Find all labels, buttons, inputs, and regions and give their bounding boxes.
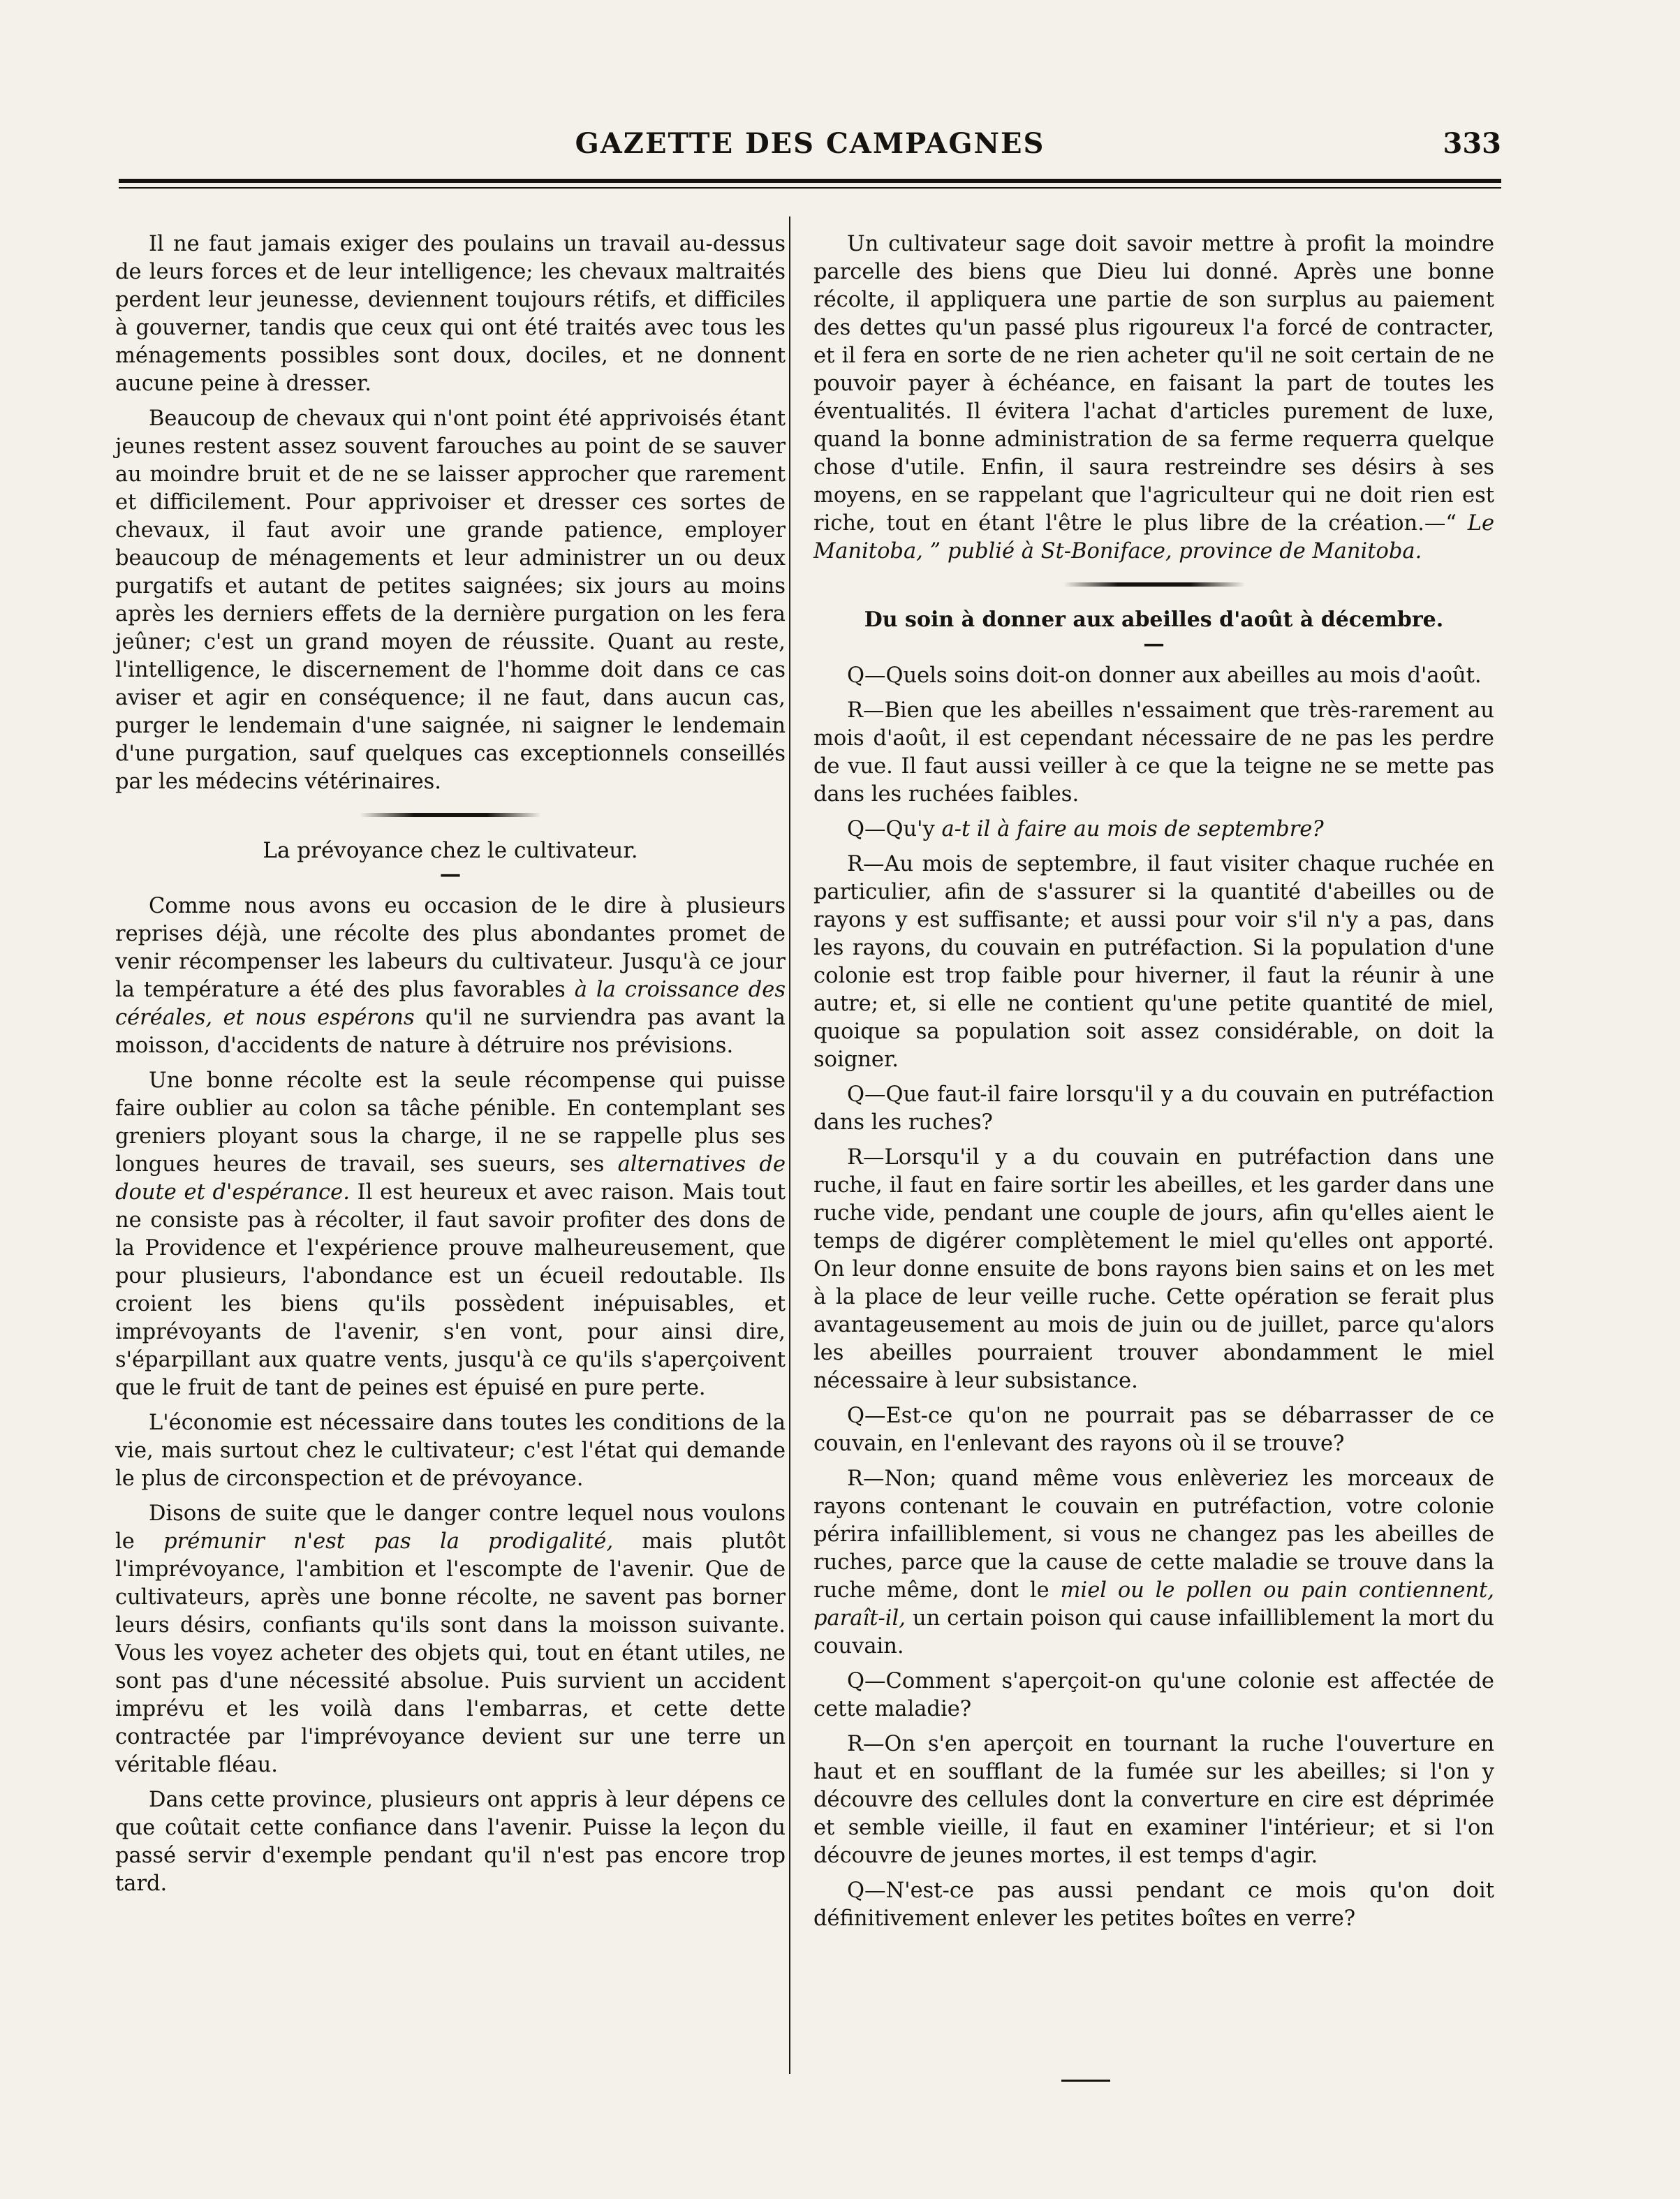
left-column: [115, 230, 786, 1905]
paragraph-economie: L'économie est nécessaire dans toutes les conditions de la vie, mais surtout chez le cultivateur; c'est l'état qui demande le plus de circonspection et de prévoyance.: [115, 1411, 786, 1491]
question-aout: Q—Quels soins doit-on donner aux abeilles au mois d'août.: [847, 663, 1482, 688]
question-couvain: Q—Que faut-il faire lorsqu'il y a du couvain en putréfaction dans les ruches?: [813, 1082, 1494, 1135]
header-rule-thin: [119, 187, 1501, 189]
section-ornament: [360, 813, 541, 817]
answer-debarrasser: R—Non; quand même vous enlèveriez les morceaux de rayons contenant le couvain en putréfaction, votre colonie périra infailliblement, si vous ne changez pas les abeilles de ruches, parce que la cause de cette maladie se trouve dans la ruche même, dont le miel ou le pollen ou pain contiennent, paraît-il, un certain poison qui cause infailliblement la mort du couvain.: [813, 1466, 1494, 1659]
answer-maladie: R—On s'en aperçoit en tournant la ruche l'ouverture en haut et en soufflant de la fumée sur les abeilles; si l'on y découvre des cellules dont la converture en cire est déprimée et semble vieille, il faut en examiner l'intérieur; et si l'on découvre de jeunes mortes, il est temps d'agir.: [813, 1732, 1494, 1868]
answer-septembre: R—Au mois de septembre, il faut visiter chaque ruchée en particulier, afin de s'assurer si la quantité d'abeilles ou de rayons y est suffisante; et aussi pour voir s'il n'y a pas, dans les rayons, du couvain en putréfaction. Si la population d'une colonie est trop faible pour hiverner, il faut la réunir à une autre; et, si elle ne contient qu'une petite quantité de miel, quoique sa population soit assez considérable, on doit la soigner.: [813, 852, 1494, 1072]
question-boites: Q—N'est-ce pas aussi pendant ce mois qu'on doit définitivement enlever les petites boîtes en verre?: [813, 1878, 1494, 1931]
paragraph-recolte: Comme nous avons eu occasion de le dire à plusieurs reprises déjà, une récolte des plus abondantes promet de venir récompenser les labeurs du cultivateur. Jusqu'à ce jour la température a été des plus favorables à la croissance des céréales, et nous espérons qu'il ne surviendra pas avant la moisson, d'accidents de nature à détruire nos prévisions.: [115, 894, 786, 1058]
page-number: 333: [1443, 127, 1501, 160]
article-heading-prevoyance: La prévoyance chez le cultivateur.: [263, 838, 638, 863]
article-heading-abeilles: Du soin à donner aux abeilles d'août à décembre.: [864, 608, 1444, 632]
question-septembre: Q—Qu'y a-t il à faire au mois de septembre?: [847, 817, 1324, 841]
paragraph-danger: Disons de suite que le danger contre lequel nous voulons le prémunir n'est pas la prodigalité, mais plutôt l'imprévoyance, l'ambition et l'escompte de l'avenir. Que de cultivateurs, après une bonne récolte, ne savent pas borner leurs désirs, confiants qu'ils sont dans la moisson suivante. Vous les voyez acheter des objets qui, tout en étant utiles, ne sont pas d'une nécessité absolue. Puis survient un accident imprévu et les voilà dans l'embarras, et cette dette contractée par l'imprévoyance devient sur une terre un véritable fléau.: [115, 1501, 786, 1777]
right-column: [813, 230, 1494, 1940]
newspaper-title: GAZETTE DES CAMPAGNES: [575, 127, 1045, 160]
section-ornament: [1063, 582, 1245, 587]
page-end-mark: [1061, 2080, 1110, 2082]
heading-dash: —: [1143, 631, 1165, 656]
paragraph-chevaux: Beaucoup de chevaux qui n'ont point été apprivoisés étant jeunes restent assez souvent farouches au point de se sauver au moindre bruit et de ne se laisser approcher que rarement et difficilement. Pour apprivoiser et dresser ces sortes de chevaux, il faut avoir une grande patience, employer beaucoup de ménagements et leur administrer un ou deux purgatifs et autant de petites saignées; six jours au moins après les derniers effets de la dernière purgation on les fera jeûner; c'est un grand moyen de réussite. Quant au reste, l'intelligence, le discernement de l'homme doit dans ce cas aviser et agir en conséquence; il ne faut, dans aucun cas, purger le lendemain d'une saignée, ni saigner le lendemain d'une purgation, sauf quelques cas exceptionnels conseillés par les médecins vétérinaires.: [115, 406, 786, 794]
answer-couvain: R—Lorsqu'il y a du couvain en putréfaction dans une ruche, il faut en faire sortir les abeilles, et les garder dans une ruche vide, pendant une couple de jours, afin qu'elles aient le temps de digérer complètement le miel qu'elles ont apporté. On leur donne ensuite de bons rayons bien sains et on les met à la place de leur veille ruche. Cette opération se ferait plus avantageusement au mois de juin ou de juillet, parce qu'alors les abeilles pourraient trouver abondamment le miel nécessaire à leur subsistance.: [813, 1145, 1494, 1393]
column-divider: [789, 216, 790, 2074]
paragraph-poulains: Il ne faut jamais exiger des poulains un travail au-dessus de leurs forces et de leur intelligence; les chevaux maltraités perdent leur jeunesse, deviennent toujours rétifs, et difficiles à gouverner, tandis que ceux qui ont été traités avec tous les ménagements possibles sont doux, dociles, et ne donnent aucune peine à dresser.: [115, 232, 786, 396]
paragraph-cultivateur-sage: Un cultivateur sage doit savoir mettre à profit la moindre parcelle des biens que Dieu lui donné. Après une bonne récolte, il appliquera une partie de son surplus au paiement des dettes qu'un passé plus rigoureux l'a forcé de contracter, et il fera en sorte de ne rien acheter qu'il ne soit certain de ne pouvoir payer à échéance, en faisant la part de toutes les éventualités. Il évitera l'achat d'articles purement de luxe, quand la bonne administration de sa ferme requerra quelque chose d'utile. Enfin, il saura restreindre ses désirs à ses moyens, en se rappelant que l'agriculteur qui ne doit rien est riche, tout en étant l'être le plus libre de la création.—“ Le Manitoba, ” publié à St-Boniface, province de Manitoba.: [813, 232, 1494, 564]
paragraph-recompense: Une bonne récolte est la seule récompense qui puisse faire oublier au colon sa tâche pénible. En contemplant ses greniers ployant sous la charge, il ne se rappelle plus ses longues heures de travail, ses sueurs, ses alternatives de doute et d'espérance. Il est heureux et avec raison. Mais tout ne consiste pas à récolter, il faut savoir profiter des dons de la Providence et l'expérience prouve malheureusement, que pour plusieurs, l'abondance est un écueil redoutable. Ils croient les biens qu'ils possèdent inépuisables, et imprévoyants de l'avenir, s'en vont, pour ainsi dire, s'éparpillant aux quatre vents, jusqu'à ce qu'ils s'aperçoivent que le fruit de tant de peines est épuisé en pure perte.: [115, 1068, 786, 1400]
header-rule-thick: [119, 179, 1501, 183]
paragraph-province: Dans cette province, plusieurs ont appris à leur dépens ce que coûtait cette confiance dans l'avenir. Puisse la leçon du passé servir d'exemple pendant qu'il n'est pas encore trop tard.: [115, 1788, 786, 1896]
answer-aout: R—Bien que les abeilles n'essaiment que très-rarement au mois d'août, il est cependant nécessaire de ne pas les perdre de vue. Il faut aussi veiller à ce que la teigne ne se mette pas dans les ruchées faibles.: [813, 698, 1494, 807]
heading-dash: —: [439, 862, 462, 887]
running-header: [119, 124, 1501, 166]
question-maladie: Q—Comment s'aperçoit-on qu'une colonie est affectée de cette maladie?: [813, 1669, 1494, 1721]
question-debarrasser: Q—Est-ce qu'on ne pourrait pas se débarrasser de ce couvain, en l'enlevant des rayons où il se trouve?: [813, 1404, 1494, 1456]
